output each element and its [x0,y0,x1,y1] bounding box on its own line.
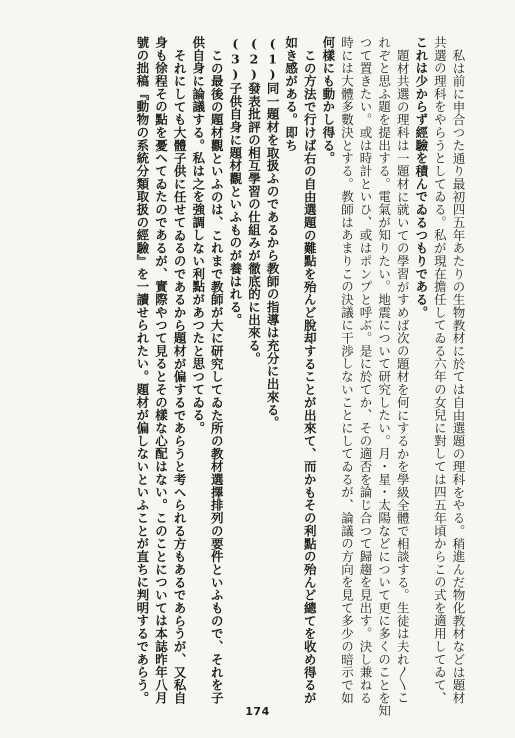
list-item: (2)發表批評の相互學習の仕組みが徹底的に出來る。 [246,36,262,365]
text-line: 供自身に論議する。私は之を強調しない利點があつたと思つてゐる。 [190,36,206,435]
text-line: この方法で行けば右の自由選題の難點を殆んど脫却することが出來て、而かもその利點の殆んど總てを收め得るが [302,49,318,705]
text-line: 私は前に申合つた通り最初四五年あたりの生物教材に於ては自由選題の理科をやる。稍進んだ物化教材などは題材 [451,49,466,705]
text-line: 共選の理科をやらうとしてゐる。私が現在擔任してゐる六年の女兒に對しては四五年頃からこの式を適用してゐて、 [432,36,448,705]
text-line: 如き感がある。即ち [283,36,299,152]
page-number: 174 [245,705,270,718]
text-line: 題材共選の理科は一題材に就いての學習がすめば次の題材を何にするかを學級全體で相談する。生徒は夫れ〳〵こ [395,49,411,704]
text-line: れぞと思ふ題を提出する。電氣が知りたい。地震について研究したい。月・星・太陽などについて更に多くのことを知 [376,36,392,718]
list-item: (3)子供自身に題材觀といふものが養はれる。 [227,36,243,327]
list-item: (1)同一題材を取扱ふのであるから教師の指導は充分に出來る。 [265,36,281,429]
text-line: これは少からず經驗を積んでゐるつもりである。 [413,36,429,319]
text-line: つて置きたい。或は時計といひ、或はポンプと呼ぶ。是に於てか、その適否を論じ合つて歸趨を見出す。決し兼ねる [358,36,374,705]
text-line: 何樣にも動かし得る。 [320,36,336,165]
text-line: 身も徐程その點を憂へてゐたのであるが、實際やつて見るとその樣な心配はない。このことについては本誌昨年八月 [153,36,169,705]
text-line: それにしても大體子供に任せてゐるのであるから題材が偏するであらうと考へられる方もあるであらうが、又私自 [172,49,188,705]
text-line: この最後の題材觀といふのは、これまで教師が大に研究してゐた所の教材選擇排列の要件といふもので、それを子 [209,49,225,705]
text-line: 號の拙稿『動物の系統分類取扱の經驗』を一讀せられたい。題材が偏しないといふことが直ちに判明するであらう。 [134,36,150,705]
text-line: 時には大體多數決とする。教師はあまりこの決議に干渉しないことにしてゐるが、論議の方向を見て多少の暗示で如 [339,36,355,705]
